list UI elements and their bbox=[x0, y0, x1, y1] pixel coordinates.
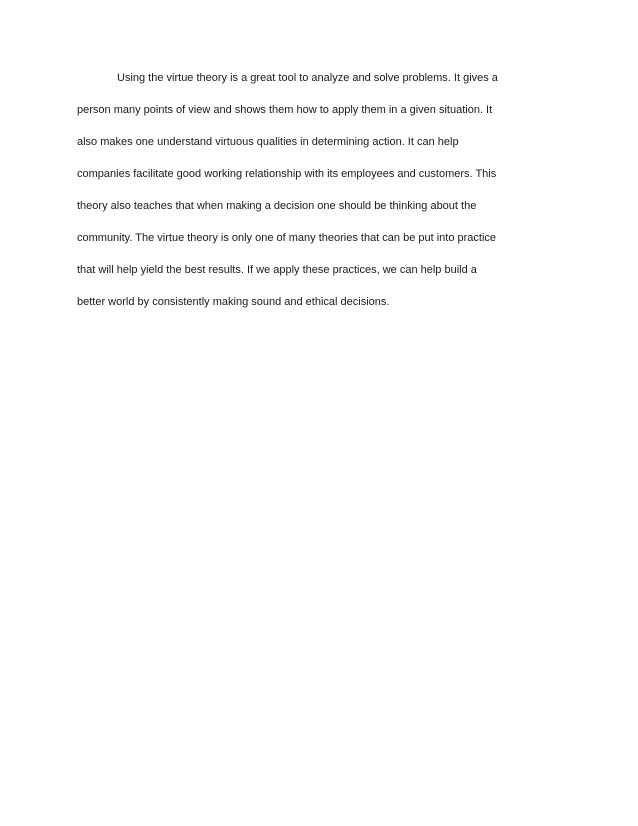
paragraph-line-6: community. The virtue theory is only one of many theories that can be put into practice bbox=[77, 232, 497, 244]
paragraph-line-2: person many points of view and shows them how to apply them in a given situation. It bbox=[77, 104, 493, 116]
body-paragraph bbox=[77, 62, 567, 318]
paragraph-line-4: companies facilitate good working relationship with its employees and customers. This bbox=[77, 168, 497, 180]
paragraph-line-5: theory also teaches that when making a decision one should be thinking about the bbox=[77, 200, 477, 212]
paragraph-line-7: that will help yield the best results. If we apply these practices, we can help build a bbox=[77, 264, 477, 276]
paragraph-line-3: also makes one understand virtuous qualities in determining action. It can help bbox=[77, 136, 459, 148]
paragraph-line-1: Using the virtue theory is a great tool to analyze and solve problems. It gives a bbox=[117, 72, 498, 84]
paragraph-line-8: better world by consistently making sound and ethical decisions. bbox=[77, 296, 390, 308]
